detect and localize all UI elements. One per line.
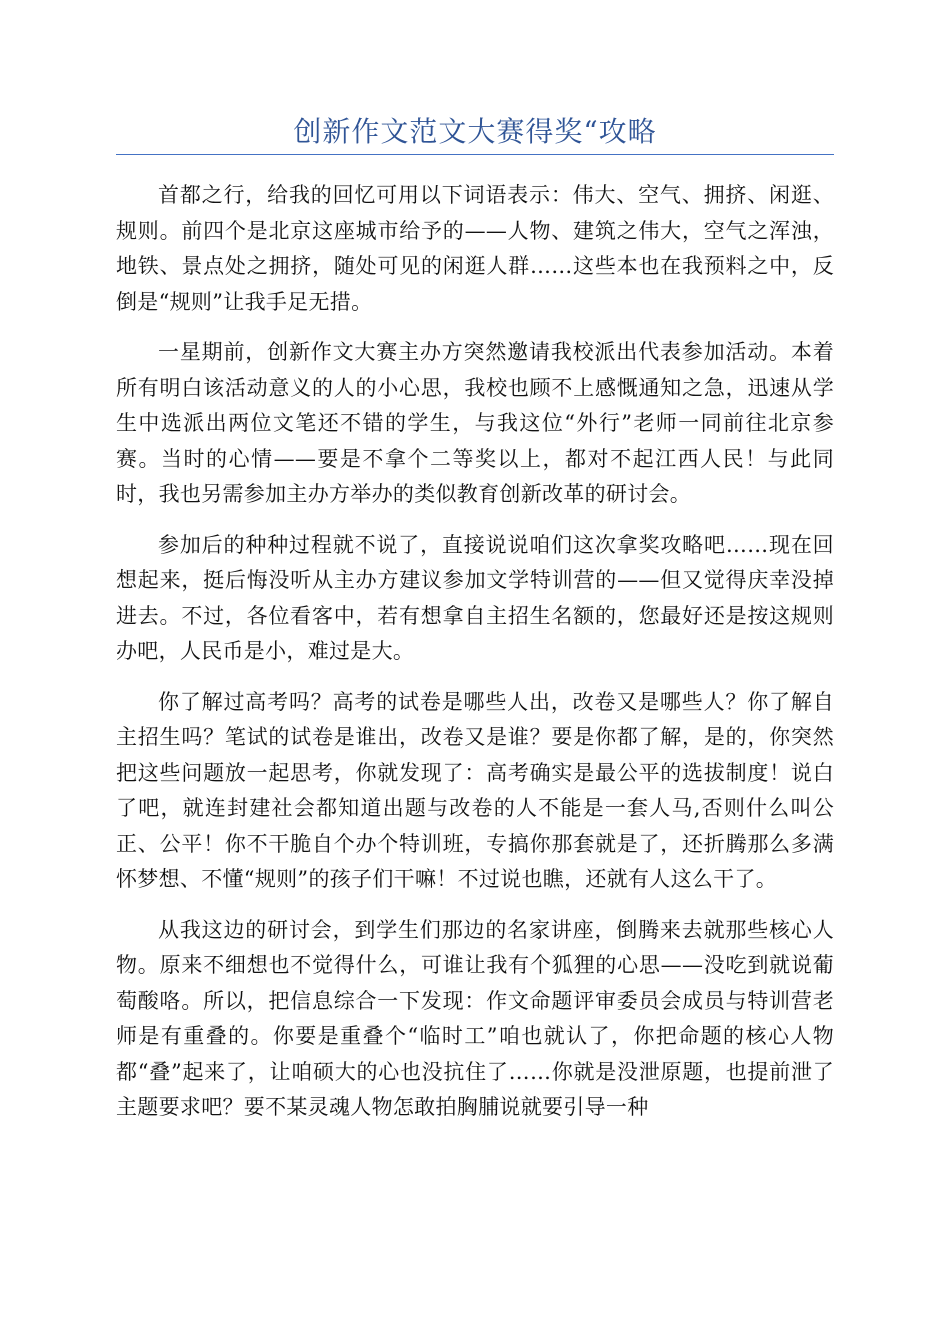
paragraph-4: 你了解过高考吗？高考的试卷是哪些人出，改卷又是哪些人？你了解自主招生吗？笔试的试卷是谁出，改卷又是谁？要是你都了解，是的，你突然把这些问题放一起思考，你就发现了：高考确实是最公平的选拔制度！说白了吧，就连封建社会都知道出题与改卷的人不能是一套人马,否则什么叫公正、公平！你不干脆自个办个特训班，专搞你那套就是了，还折腾那么多满怀梦想、不懂“规则”的孩子们干嘛！不过说也瞧，还就有人这么干了。 — [116, 689, 834, 891]
title-underline — [116, 154, 834, 155]
paragraph-5: 从我这边的研讨会，到学生们那边的名家讲座，倒腾来去就那些核心人物。原来不细想也不觉得什么，可谁让我有个狐狸的心思——没吃到就说葡萄酸咯。所以，把信息综合一下发现：作文命题评审委员会成员与特训营老师是有重叠的。你要是重叠个“临时工”咱也就认了，你把命题的核心人物都“叠”起来了，让咱硕大的心也没抗住了……你就是没泄原题，也提前泄了主题要求吧？要不某灵魂人物怎敢拍胸脯说就要引导一种 — [116, 917, 834, 1119]
paragraph-1: 首都之行，给我的回忆可用以下词语表示：伟大、空气、拥挤、闲逛、规则。前四个是北京这座城市给予的——人物、建筑之伟大，空气之浑浊，地铁、景点处之拥挤，随处可见的闲逛人群……这些本也在我预料之中，反倒是“规则”让我手足无措。 — [116, 183, 834, 314]
paragraph-3: 参加后的种种过程就不说了，直接说说咱们这次拿奖攻略吧……现在回想起来，挺后悔没听从主办方建议参加文学特训营的——但又觉得庆幸没掉进去。不过，各位看客中，若有想拿自主招生名额的，您最好还是按这规则办吧，人民币是小，难过是大。 — [116, 532, 834, 663]
paragraph-2: 一星期前，创新作文大赛主办方突然邀请我校派出代表参加活动。本着所有明白该活动意义的人的小心思，我校也顾不上感慨通知之急，迅速从学生中选派出两位文笔还不错的学生，与我这位“外行”老师一同前往北京参赛。当时的心情——要是不拿个二等奖以上，都对不起江西人民！与此同时，我也另需参加主办方举办的类似教育创新改革的研讨会。 — [116, 340, 834, 506]
document-body — [116, 178, 834, 1141]
document-title: 创新作文范文大赛得奖“攻略 — [293, 115, 657, 148]
